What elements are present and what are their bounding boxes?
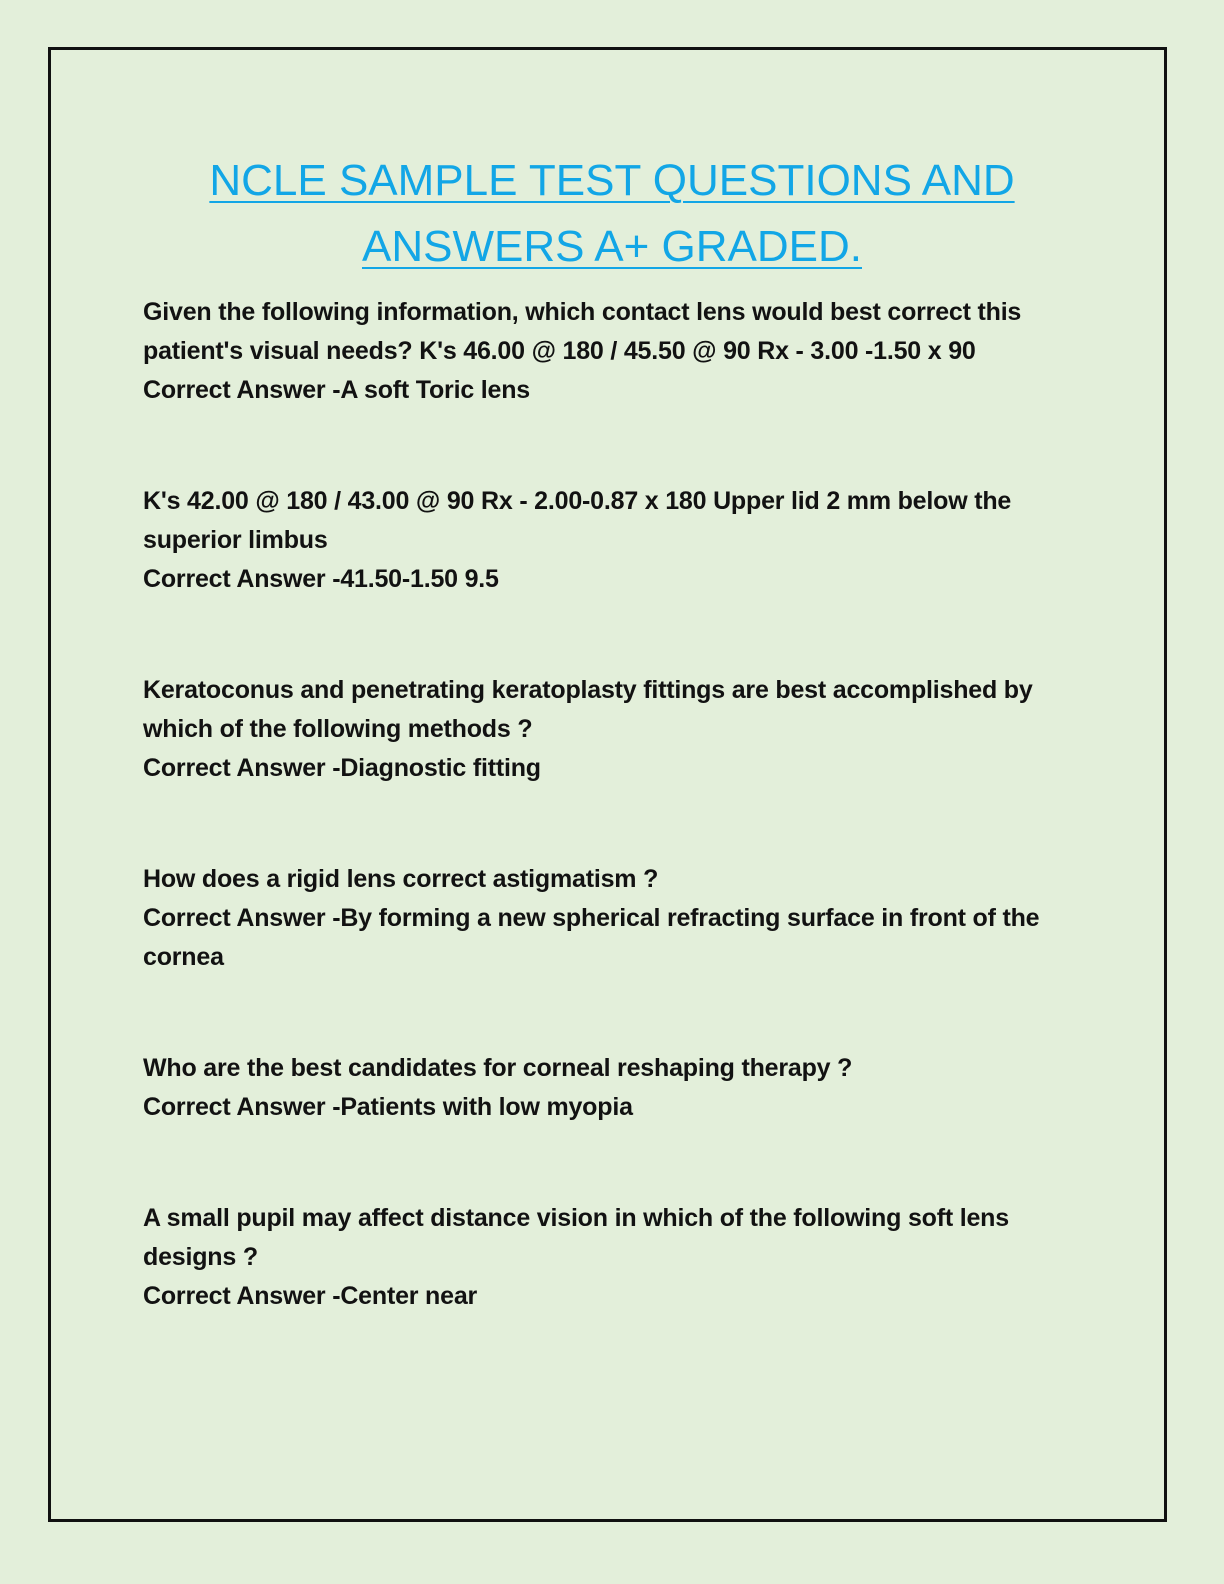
qa-item (143, 1199, 1083, 1316)
question-line: K's 42.00 @ 180 / 43.00 @ 90 Rx - 2.00-0.87 x 180 Upper lid 2 mm below the (143, 487, 1012, 515)
question-line: Given the following information, which contact lens would best correct this (143, 298, 1022, 326)
answer-line: Correct Answer -By forming a new spherical refracting surface in front of the (143, 904, 1040, 932)
spacer (143, 788, 1083, 860)
answer-line: Correct Answer -A soft Toric lens (143, 376, 530, 404)
qa-item (143, 860, 1083, 977)
answer-line: cornea (143, 943, 224, 971)
question-line: Who are the best candidates for corneal reshaping therapy ? (143, 1054, 853, 1082)
document-title (150, 148, 1074, 280)
spacer (143, 1127, 1083, 1199)
qa-item (143, 293, 1083, 410)
spacer (143, 599, 1083, 671)
title-line-2: ANSWERS A+ GRADED. (361, 222, 862, 271)
question-line: A small pupil may affect distance vision in which of the following soft lens (143, 1204, 1009, 1232)
answer-line: Correct Answer -Diagnostic fitting (143, 754, 541, 782)
question-line: How does a rigid lens correct astigmatism ? (143, 865, 659, 893)
question-line: designs ? (143, 1243, 258, 1271)
answer-line: Correct Answer -41.50-1.50 9.5 (143, 565, 499, 593)
qa-item (143, 482, 1083, 599)
question-line: Keratoconus and penetrating keratoplasty fittings are best accomplished by (143, 676, 1033, 704)
spacer (143, 410, 1083, 482)
title-line-1: NCLE SAMPLE TEST QUESTIONS AND (209, 156, 1015, 205)
qa-list (143, 293, 1083, 1316)
question-line: which of the following methods ? (143, 715, 533, 743)
question-line: patient's visual needs? K's 46.00 @ 180 / 45.50 @ 90 Rx - 3.00 -1.50 x 90 (143, 337, 976, 365)
question-line: superior limbus (143, 526, 328, 554)
spacer (143, 977, 1083, 1049)
qa-item (143, 1049, 1083, 1127)
qa-item (143, 671, 1083, 788)
answer-line: Correct Answer -Patients with low myopia (143, 1093, 633, 1121)
answer-line: Correct Answer -Center near (143, 1282, 478, 1310)
